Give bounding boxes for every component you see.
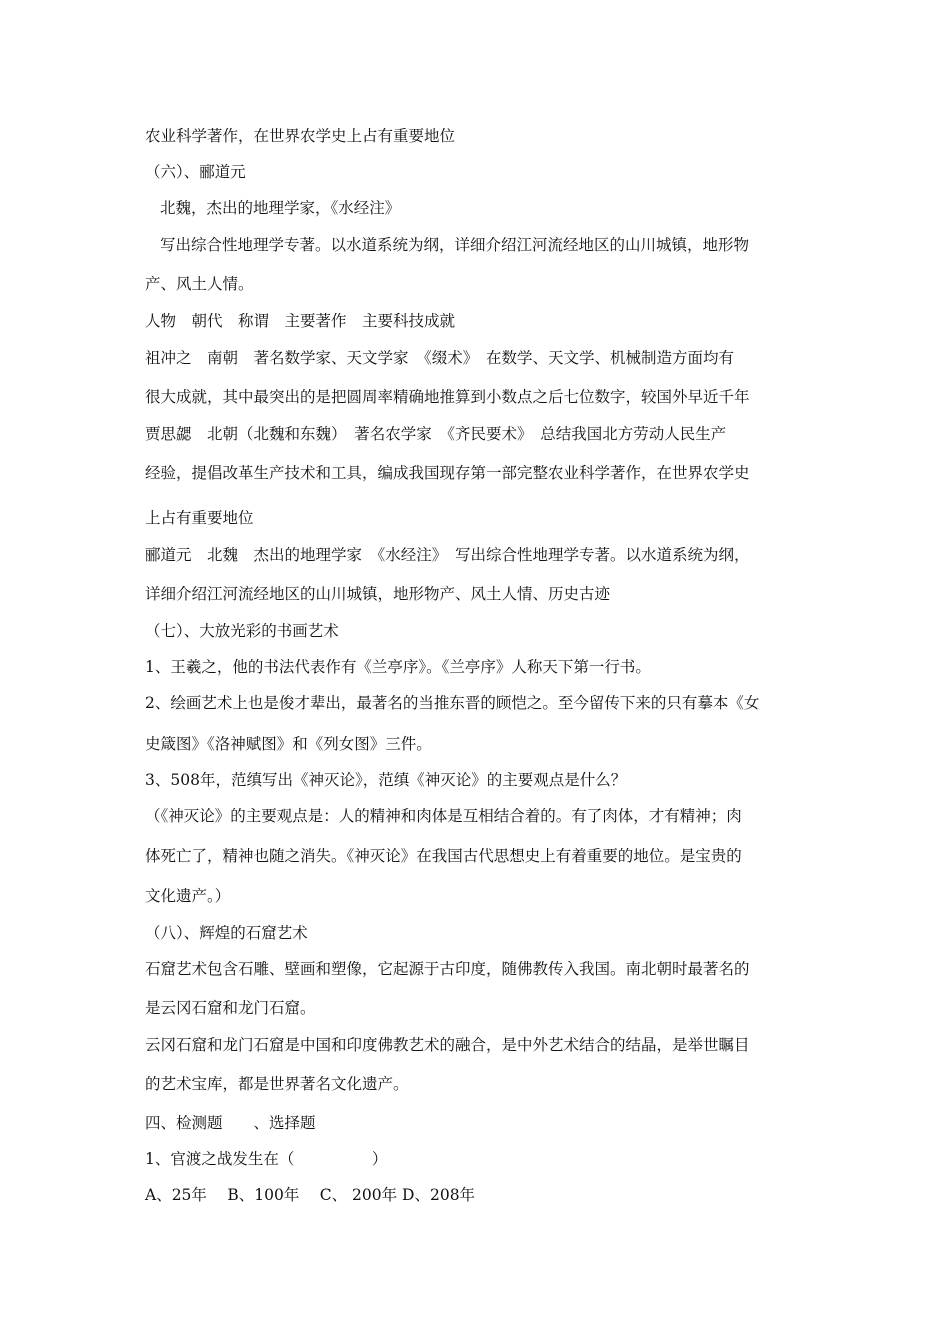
text-line: 产、风土人情。: [145, 275, 254, 293]
question-line: 1、官渡之战发生在（ ）: [145, 1150, 388, 1168]
text-line: 写出综合性地理学专著。以水道系统为纲，详细介绍江河流经地区的山川城镇，地形物: [160, 236, 750, 254]
text-line: 经验，提倡改革生产技术和工具，编成我国现存第一部完整农业科学著作，在世界农学史: [145, 464, 750, 482]
text-line: 史箴图》《洛神赋图》和《列女图》三件。: [145, 735, 432, 753]
text-line: 祖冲之 南朝 著名数学家、天文学家 《缀术》 在数学、天文学、机械制造方面均有: [145, 349, 735, 367]
text-line: 石窟艺术包含石雕、壁画和塑像，它起源于古印度，随佛教传入我国。南北朝时最著名的: [145, 960, 750, 978]
text-line: 的艺术宝库，都是世界著名文化遗产。: [145, 1075, 409, 1093]
text-line: 北魏，杰出的地理学家，《水经注》: [160, 199, 401, 217]
text-line: 农业科学著作，在世界农学史上占有重要地位: [145, 127, 456, 145]
answer-options: A、25年 B、100年 C、 200年 D、208年: [145, 1186, 476, 1204]
text-line: 详细介绍江河流经地区的山川城镇，地形物产、风土人情、历史古迹: [145, 585, 611, 603]
section-heading: 四、检测题 、选择题: [145, 1114, 316, 1132]
text-line: 云冈石窟和龙门石窟是中国和印度佛教艺术的融合，是中外艺术结合的结晶，是举世瞩目: [145, 1036, 750, 1054]
text-line: 郦道元 北魏 杰出的地理学家 《水经注》 写出综合性地理学专著。以水道系统为纲，: [145, 546, 750, 564]
section-heading: （八）、辉煌的石窟艺术: [145, 924, 308, 942]
text-line: （《神灭论》的主要观点是：人的精神和肉体是互相结合着的。有了肉体，才有精神；肉: [145, 807, 742, 825]
text-line: 很大成就，其中最突出的是把圆周率精确地推算到小数点之后七位数字，较国外早近千年: [145, 388, 750, 406]
section-heading: （六）、郦道元: [145, 163, 246, 181]
text-line: 2、绘画艺术上也是俊才辈出，最著名的当推东晋的顾恺之。至今留传下来的只有摹本《女: [145, 694, 760, 712]
text-line: 是云冈石窟和龙门石窟。: [145, 999, 316, 1017]
table-header-line: 人物 朝代 称谓 主要著作 主要科技成就: [145, 312, 456, 330]
text-line: 贾思勰 北朝（北魏和东魏） 著名农学家 《齐民要术》 总结我国北方劳动人民生产: [145, 425, 727, 443]
text-line: 文化遗产。）: [145, 887, 231, 905]
section-heading: （七）、大放光彩的书画艺术: [145, 622, 339, 640]
text-line: 3、508年，范缜写出《神灭论》，范缜《神灭论》的主要观点是什么？: [145, 771, 627, 789]
text-line: 1、王羲之，他的书法代表作有《兰亭序》。《兰亭序》人称天下第一行书。: [145, 658, 651, 676]
text-line: 体死亡了，精神也随之消失。《神灭论》在我国古代思想史上有着重要的地位。是宝贵的: [145, 847, 742, 865]
text-line: 上占有重要地位: [145, 509, 254, 527]
